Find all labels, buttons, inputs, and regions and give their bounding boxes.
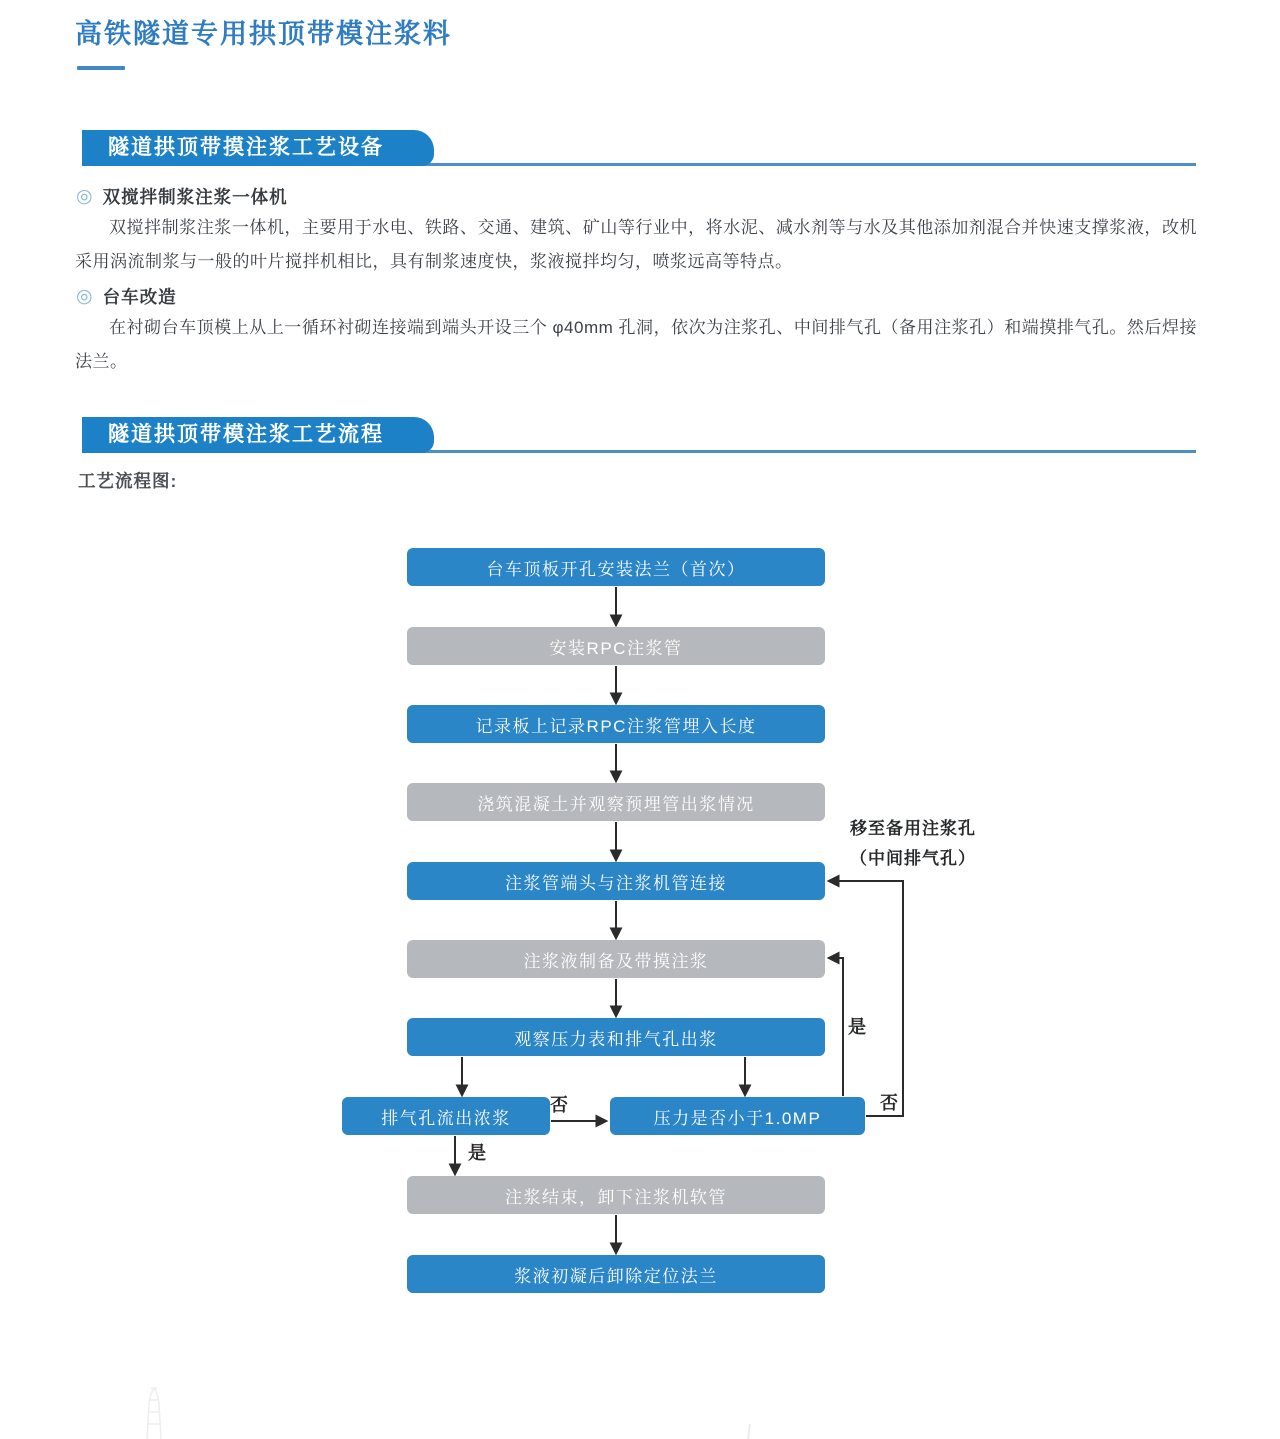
flow-node-observe-pressure: 观察压力表和排气孔出浆 <box>407 1018 825 1056</box>
flow-node-install-rpc-pipe: 安装RPC注浆管 <box>407 627 825 665</box>
flow-annotation <box>833 814 993 874</box>
flow-node-finish-grouting: 注浆结束，卸下注浆机软管 <box>407 1176 825 1214</box>
equipment-item-2-heading-row <box>76 284 177 309</box>
edge-label-no-return: 否 <box>880 1093 898 1113</box>
equipment-item-1-heading-row <box>76 184 288 209</box>
edge-label-yes-down: 是 <box>468 1143 486 1163</box>
flow-node-remove-flange: 浆液初凝后卸除定位法兰 <box>407 1255 825 1293</box>
flow-annotation-line1: 移至备用注浆孔 <box>850 819 976 838</box>
tower-watermark-icon <box>125 1386 195 1439</box>
flow-annotation-line2: （中间排气孔） <box>850 849 976 868</box>
equipment-item-1-heading: 双搅拌制浆注浆一体机 <box>102 187 288 207</box>
flow-node-install-flange: 台车顶板开孔安装法兰（首次） <box>407 548 825 586</box>
flow-node-pressure-check: 压力是否小于1.0MP <box>610 1097 865 1135</box>
equipment-item-1-body: 双搅拌制浆注浆一体机，主要用于水电、铁路、交通、建筑、矿山等行业中，将水泥、减水剂等与水及其他添加剂混合并快速支撑浆液，改机采用涡流制浆与一般的叶片搅拌机相比，具有制浆速度快，浆液搅拌均匀，喷浆远高等特点。 <box>75 218 1197 271</box>
flow-node-vent-thick-grout: 排气孔流出浓浆 <box>342 1097 550 1135</box>
process-banner: 隧道拱顶带模注浆工艺流程 <box>82 417 434 453</box>
ring-bullet-icon: ◎ <box>76 286 93 307</box>
equipment-banner: 隧道拱顶带摸注浆工艺设备 <box>82 130 434 166</box>
edge-label-yes-return: 是 <box>848 1017 866 1037</box>
equipment-item-2-body: 在衬砌台车顶模上从上一循环衬砌连接端到端头开设三个 φ40mm 孔洞，依次为注浆孔、中间排气孔（备用注浆孔）和端摸排气孔。然后焊接法兰。 <box>75 318 1197 371</box>
faint-mark <box>747 1424 765 1439</box>
flow-node-pour-concrete: 浇筑混凝土并观察预埋管出浆情况 <box>407 783 825 821</box>
flowchart-caption: 工艺流程图: <box>78 471 178 491</box>
edge-label-no-horizontal: 否 <box>550 1095 568 1115</box>
flow-node-record-length: 记录板上记录RPC注浆管埋入长度 <box>407 705 825 743</box>
equipment-item-2-heading: 台车改造 <box>102 287 177 307</box>
ring-bullet-icon: ◎ <box>76 186 93 207</box>
flow-node-connect-pipe: 注浆管端头与注浆机管连接 <box>407 862 825 900</box>
flow-node-prepare-grout: 注浆液制备及带摸注浆 <box>407 940 825 978</box>
title-underline <box>77 66 125 70</box>
page-title: 高铁隧道专用拱顶带模注浆料 <box>75 19 452 49</box>
